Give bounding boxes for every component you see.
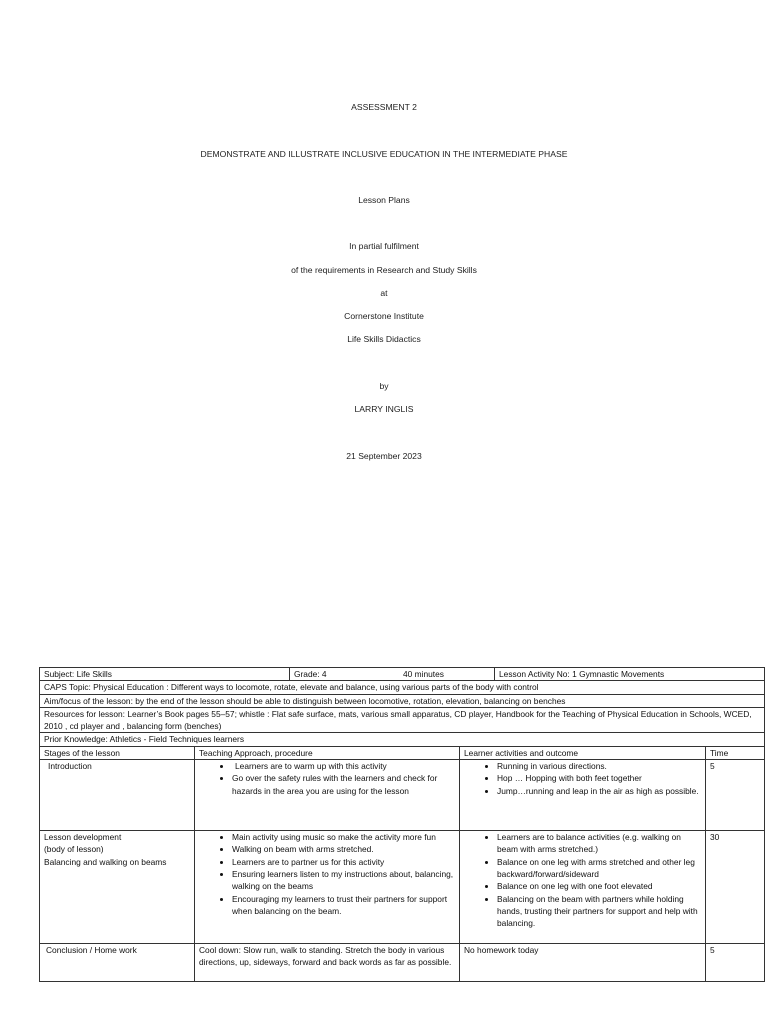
list-item: • Learners are to partner us for this activity (232, 856, 455, 868)
table-row-lesson-development (40, 831, 765, 944)
list-item: • Learners are to warm up with this activity (232, 760, 455, 772)
list-item: • Jump…running and leap in the air as high as possible. (497, 785, 701, 797)
list-item: • Encouraging my learners to trust their partners for support when balancing on the beam. (232, 893, 455, 918)
course-title: DEMONSTRATE AND ILLUSTRATE INCLUSIVE EDUCATION IN THE INTERMEDIATE PHASE (200, 149, 568, 159)
table-row-column-headers (40, 746, 765, 759)
stage-label: Introduction (48, 761, 92, 772)
fulfilment-line: In partial fulfilment (349, 241, 419, 251)
teaching-list (199, 831, 455, 917)
by-line: by (379, 381, 389, 391)
stage-cell (40, 944, 195, 982)
learner-header: Learner activities and outcome (460, 746, 706, 759)
table-row-introduction (40, 760, 765, 831)
assessment-heading: ASSESSMENT 2 (351, 102, 417, 112)
stage-focus: Balancing and walking on beams (44, 856, 167, 867)
table-row-resources (40, 707, 765, 733)
list-item: • Walking on beam with arms stretched. (232, 843, 455, 855)
list-item: • Balancing on the beam with partners while holding hands, trusting their partners for support and help with balancing. (497, 893, 701, 930)
teaching-cell (195, 831, 460, 944)
learner-list (464, 831, 701, 929)
resources-cell: Resources for lesson: Learner’s Book pages 55–57; whistle : Flat safe surface, mats, various small apparatus, CD player, Handbook for the Teaching of Physical Education in Schools, WCED, 2010 , cd player and , balancing form (benches) (40, 707, 765, 733)
list-item: • Ensuring learners listen to my instructions about, balancing, walking on the beams (232, 868, 455, 893)
author-name: LARRY INGLIS (354, 404, 414, 414)
stage-label: Conclusion / Home work (46, 945, 137, 956)
module-name: Life Skills Didactics (347, 334, 421, 344)
table-row-caps (40, 681, 765, 694)
lesson-plan-table (39, 667, 765, 982)
prior-knowledge-cell: Prior Knowledge: Athletics - Field Techniques learners (40, 733, 765, 746)
stage-cell (40, 760, 195, 831)
table-row-header-info (40, 668, 765, 681)
grade-label: Grade: 4 (294, 669, 327, 679)
document-type: Lesson Plans (358, 195, 410, 205)
learner-cell: No homework today (460, 944, 706, 982)
list-item: • Main activity using music so make the activity more fun (232, 831, 455, 843)
list-item: • Balance on one leg with one foot elevated (497, 880, 701, 892)
teaching-cell: Cool down: Slow run, walk to standing. Stretch the body in various directions, up, sideways, forward and back words as far as possible. (195, 944, 460, 982)
duration-label: 40 minutes (403, 669, 444, 679)
teaching-cell (195, 760, 460, 831)
list-item: • Hop … Hopping with both feet together (497, 772, 701, 784)
list-item: • Go over the safety rules with the learners and check for hazards in the area you are using for the lesson (232, 772, 455, 797)
time-header: Time (706, 746, 765, 759)
learner-cell (460, 760, 706, 831)
activity-number-cell: Lesson Activity No: 1 Gymnastic Movements (495, 668, 765, 681)
stages-header: Stages of the lesson (40, 746, 195, 759)
requirements-line: of the requirements in Research and Study Skills (291, 265, 477, 275)
list-item: • Running in various directions. (497, 760, 701, 772)
caps-topic-cell: CAPS Topic: Physical Education : Different ways to locomote, rotate, elevate and balance, using various parts of the body with control (40, 681, 765, 694)
teaching-header: Teaching Approach, procedure (195, 746, 460, 759)
submission-date: 21 September 2023 (346, 451, 422, 461)
grade-duration-cell (290, 668, 495, 681)
list-item: • Balance on one leg with arms stretched and other leg backward/forward/sideward (497, 856, 701, 881)
time-cell: 30 (706, 831, 765, 944)
teaching-list (199, 760, 455, 797)
learner-list (464, 760, 701, 797)
time-cell: 5 (706, 760, 765, 831)
subject-cell: Subject: Life Skills (40, 668, 290, 681)
table-row-aim (40, 694, 765, 707)
table-row-conclusion (40, 944, 765, 982)
table-row-prior-knowledge (40, 733, 765, 746)
stage-sublabel: (body of lesson) (44, 844, 104, 855)
list-item: • Learners are to balance activities (e.g. walking on beam with arms stretched.) (497, 831, 701, 856)
stage-label: Lesson development (44, 832, 122, 843)
at-line: at (380, 288, 388, 298)
aim-cell: Aim/focus of the lesson: by the end of the lesson should be able to distinguish between locomotive, rotation, elevation, balancing on benches (40, 694, 765, 707)
time-cell: 5 (706, 944, 765, 982)
learner-cell (460, 831, 706, 944)
stage-cell (40, 831, 195, 944)
institution-name: Cornerstone Institute (344, 311, 424, 321)
